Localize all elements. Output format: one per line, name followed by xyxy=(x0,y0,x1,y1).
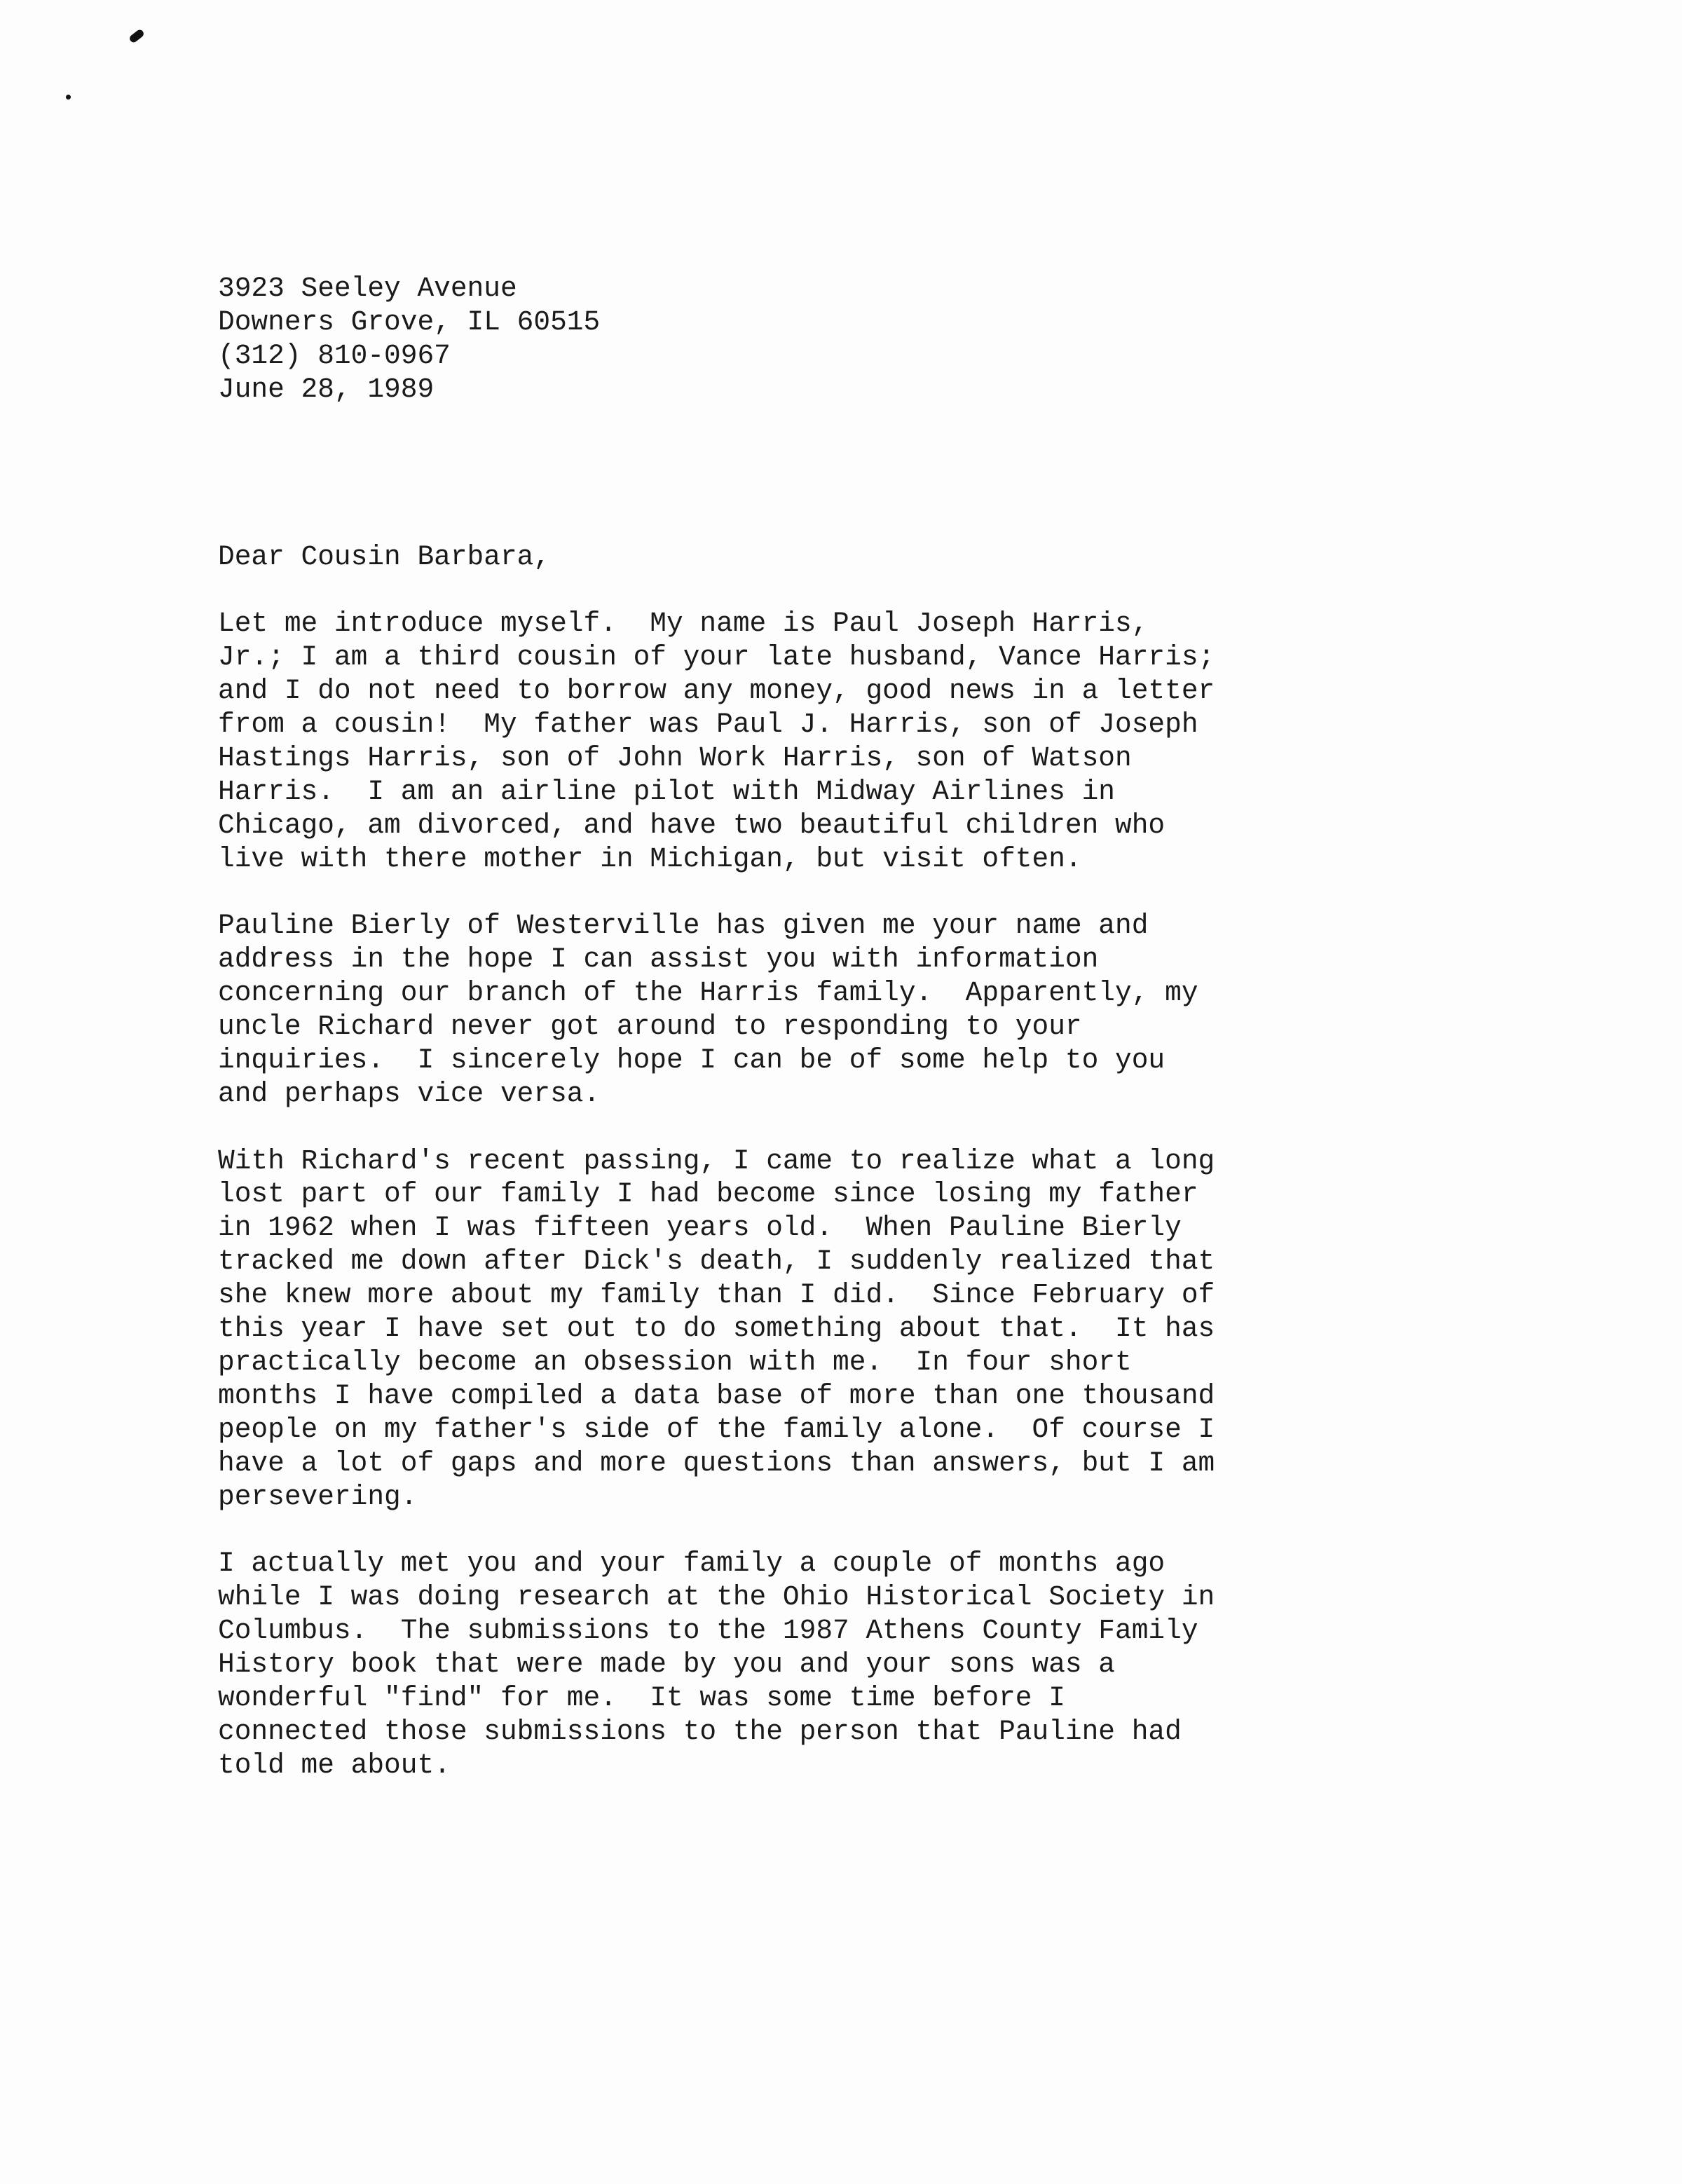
paragraph-line: practically become an obsession with me. In four short xyxy=(218,1346,1132,1378)
paragraph-line: Let me introduce myself. My name is Paul Joseph Harris, xyxy=(218,608,1149,640)
paragraph-line: from a cousin! My father was Paul J. Harris, son of Joseph xyxy=(218,709,1198,741)
paragraph-line: live with there mother in Michigan, but visit often. xyxy=(218,842,1082,875)
paragraph-richard-passing xyxy=(218,1145,1451,1514)
paragraph-line: and I do not need to borrow any money, good news in a letter xyxy=(218,675,1215,707)
salutation xyxy=(218,540,1451,574)
paragraph-line: told me about. xyxy=(218,1749,451,1781)
letter-date: June 28, 1989 xyxy=(218,373,435,405)
sender-address-block xyxy=(218,272,1451,407)
paragraph-line: and perhaps vice versa. xyxy=(218,1077,601,1110)
paragraph-line: Hastings Harris, son of John Work Harris, son of Watson xyxy=(218,742,1132,774)
paragraph-research-meeting xyxy=(218,1547,1451,1782)
paragraph-line: people on my father's side of the family alone. Of course I xyxy=(218,1413,1215,1445)
paragraph-line: persevering. xyxy=(218,1480,418,1513)
paragraph-line: lost part of our family I had become since losing my father xyxy=(218,1178,1198,1210)
paragraph-line: tracked me down after Dick's death, I suddenly realized that xyxy=(218,1245,1215,1278)
address-phone: (312) 810-0967 xyxy=(218,339,451,371)
paragraph-line: uncle Richard never got around to responding to your xyxy=(218,1011,1082,1043)
paragraph-line: History book that were made by you and your sons was a xyxy=(218,1648,1116,1680)
paragraph-line: I actually met you and your family a couple of months ago xyxy=(218,1548,1165,1580)
salutation-text: Dear Cousin Barbara, xyxy=(218,540,551,573)
paragraph-line: inquiries. I sincerely hope I can be of some help to you xyxy=(218,1044,1165,1076)
ink-dot xyxy=(66,95,71,100)
paragraph-line: connected those submissions to the person that Pauline had xyxy=(218,1715,1182,1747)
letter-body xyxy=(218,272,1451,1782)
paragraph-line: in 1962 when I was fifteen years old. When Pauline Bierly xyxy=(218,1212,1182,1244)
paragraph-line: Pauline Bierly of Westerville has given me your name and xyxy=(218,910,1149,942)
paragraph-line: Chicago, am divorced, and have two beautiful children who xyxy=(218,809,1165,841)
ink-mark xyxy=(128,28,145,43)
paragraph-line: she knew more about my family than I did. Since February of xyxy=(218,1279,1215,1311)
paragraph-pauline-bierly xyxy=(218,909,1451,1110)
paragraph-line: wonderful "find" for me. It was some time before I xyxy=(218,1681,1065,1714)
paragraph-line: while I was doing research at the Ohio Historical Society in xyxy=(218,1581,1215,1613)
paragraph-introduction xyxy=(218,607,1451,875)
paragraph-line: have a lot of gaps and more questions than answers, but I am xyxy=(218,1447,1215,1479)
address-street: 3923 Seeley Avenue xyxy=(218,273,517,304)
paragraph-line: this year I have set out to do something about that. It has xyxy=(218,1313,1215,1345)
address-city: Downers Grove, IL 60515 xyxy=(218,306,601,338)
paragraph-line: Harris. I am an airline pilot with Midway Airlines in xyxy=(218,775,1116,807)
paragraph-line: Columbus. The submissions to the 1987 Athens County Family xyxy=(218,1615,1198,1647)
paragraph-line: With Richard's recent passing, I came to realize what a long xyxy=(218,1145,1215,1177)
paragraph-line: address in the hope I can assist you with information xyxy=(218,943,1099,976)
paragraph-line: concerning our branch of the Harris family. Apparently, my xyxy=(218,977,1198,1009)
paragraph-line: Jr.; I am a third cousin of your late husband, Vance Harris; xyxy=(218,641,1215,674)
paragraph-line: months I have compiled a data base of more than one thousand xyxy=(218,1379,1215,1412)
